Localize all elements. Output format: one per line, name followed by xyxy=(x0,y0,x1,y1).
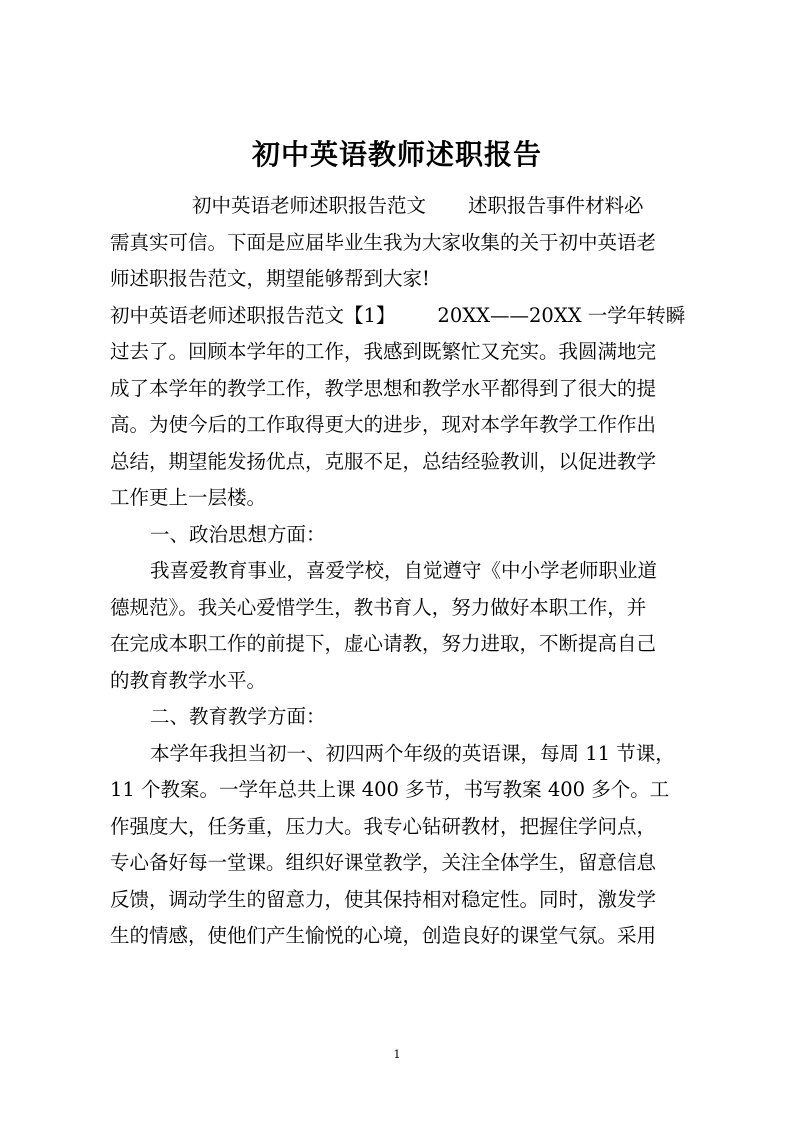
text-line: 成了本学年的教学工作，教学思想和教学水平都得到了很大的提 xyxy=(110,376,657,400)
section-heading: 一、政治思想方面： xyxy=(150,522,326,546)
text-line: 反馈，调动学生的留意力，使其保持相对稳定性。同时，激发学 xyxy=(110,887,657,911)
document-title: 初中英语教师述职报告 xyxy=(251,138,542,171)
page-number: 1 xyxy=(393,1048,401,1061)
text-line: 11 个教案。一学年总共上课 400 多节，书写教案 400 多个。工 xyxy=(110,778,670,801)
text-line: 总结，期望能发扬优点，克服不足，总结经验教训，以促进教学 xyxy=(110,449,657,473)
text-line: 过去了。回顾本学年的工作，我感到既繁忙又充实。我圆满地完 xyxy=(110,340,657,363)
text-line: 的教育教学水平。 xyxy=(110,668,267,692)
text-line: 德规范》。我关心爱惜学生，教书育人，努力做好本职工作，并 xyxy=(110,595,647,619)
text-line: 本学年我担当初一、初四两个年级的英语课，每周 11 节课， xyxy=(150,741,675,765)
text-line: 师述职报告范文，期望能够帮到大家! xyxy=(110,267,430,290)
document-body xyxy=(110,188,690,955)
text-line: 作强度大，任务重，压力大。我专心钻研教材，把握住学问点， xyxy=(110,814,657,838)
text-line: 高。为使今后的工作取得更大的进步，现对本学年教学工作作出 xyxy=(110,413,657,436)
text-line: 初中英语老师述职报告范文【1】 20XX——20XX 一学年转瞬 xyxy=(110,303,686,327)
section-heading: 二、教育教学方面： xyxy=(150,705,326,728)
text-line: 我喜爱教育事业，喜爱学校，自觉遵守《中小学老师职业道 xyxy=(150,559,658,582)
text-line: 生的情感，使他们产生愉悦的心境，创造良好的课堂气氛。采用 xyxy=(110,924,657,947)
text-line: 在完成本职工作的前提下，虚心请教，努力进取，不断提高自己 xyxy=(110,632,657,655)
text-line: 专心备好每一堂课。组织好课堂教学，关注全体学生，留意信息 xyxy=(110,851,657,874)
text-line: 初中英语老师述职报告范文 述职报告事件材料必 xyxy=(192,194,644,217)
text-line: 需真实可信。下面是应届毕业生我为大家收集的关于初中英语老 xyxy=(110,230,657,254)
text-line: 工作更上一层楼。 xyxy=(110,486,267,509)
